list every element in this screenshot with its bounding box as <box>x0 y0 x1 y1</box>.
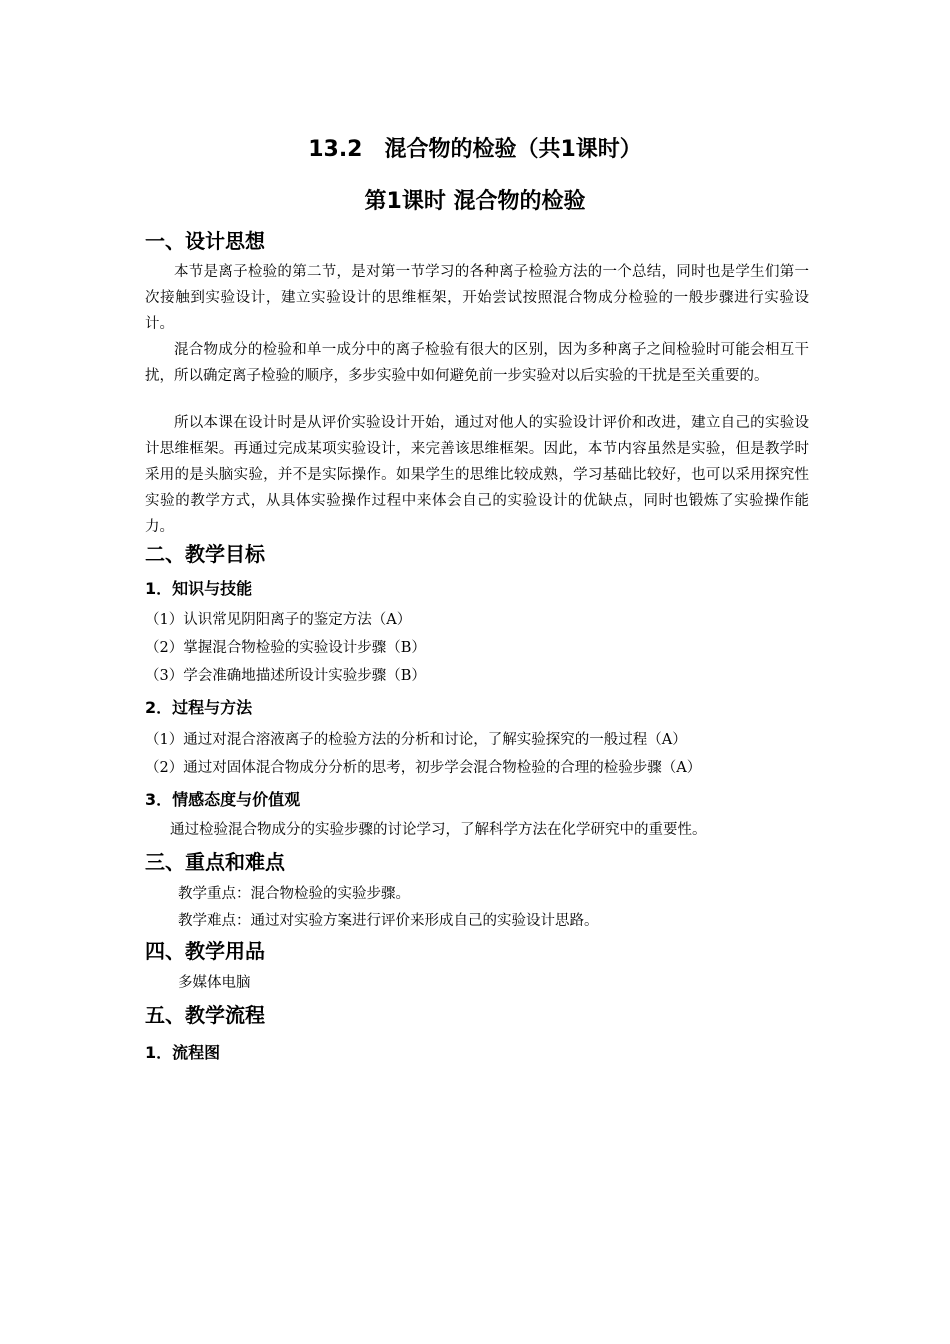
section-heading-teaching-goals: 二、教学目标 <box>145 542 265 566</box>
subheading-flowchart: 1．流程图 <box>145 1043 221 1062</box>
subheading-knowledge-skills: 1．知识与技能 <box>145 579 253 598</box>
section-heading-key-difficult-points: 三、重点和难点 <box>145 850 285 874</box>
section-heading-design-idea: 一、设计思想 <box>145 229 265 253</box>
subheading-process-methods: 2．过程与方法 <box>145 698 253 717</box>
section-heading-teaching-process: 五、教学流程 <box>145 1003 265 1027</box>
document-title: 13.2 混合物的检验（共1课时） <box>308 137 642 162</box>
goal-item: （2）掌握混合物检验的实验设计步骤（B） <box>145 640 426 656</box>
goal-item: （1）认识常见阴阳离子的鉴定方法（A） <box>145 612 412 628</box>
goal-item: （2）通过对固体混合物成分分析的思考，初步学会混合物检验的合理的检验步骤（A） <box>145 760 702 776</box>
difficult-point-text: 教学难点：通过对实验方案进行评价来形成自己的实验设计思路。 <box>178 913 599 929</box>
goal-item: （1）通过对混合溶液离子的检验方法的分析和讨论，了解实验探究的一般过程（A） <box>145 732 687 748</box>
lesson-subtitle: 第1课时 混合物的检验 <box>364 189 586 214</box>
design-idea-paragraph-3: 所以本课在设计时是从评价实验设计开始，通过对他人的实验设计评价和改进，建立自己的实验设计思维框架。再通过完成某项实验设计，来完善该思维框架。因此，本节内容虽然是实验，但是教学时采用的是头脑实验，并不是实际操作。如果学生的思维比较成熟，学习基础比较好，也可以采用探究性实验的教学方式，从具体实验操作过程中来体会自己的实验设计的优缺点，同时也锻炼了实验操作能力。 <box>145 415 809 535</box>
subheading-attitudes-values: 3．情感态度与价值观 <box>145 790 301 809</box>
design-idea-paragraph-2: 混合物成分的检验和单一成分中的离子检验有很大的区别，因为多种离子之间检验时可能会相互干扰，所以确定离子检验的顺序，多步实验中如何避免前一步实验对以后实验的干扰是至关重要的。 <box>145 342 809 384</box>
key-point-text: 教学重点：混合物检验的实验步骤。 <box>178 886 410 902</box>
design-idea-paragraph-1: 本节是离子检验的第二节，是对第一节学习的各种离子检验方法的一个总结，同时也是学生们第一次接触到实验设计，建立实验设计的思维框架，开始尝试按照混合物成分检验的一般步骤进行实验设计。 <box>145 264 809 332</box>
attitude-goal-text: 通过检验混合物成分的实验步骤的讨论学习，了解科学方法在化学研究中的重要性。 <box>170 822 707 838</box>
section-heading-teaching-materials: 四、教学用品 <box>145 939 265 963</box>
teaching-materials-text: 多媒体电脑 <box>178 975 251 991</box>
goal-item: （3）学会准确地描述所设计实验步骤（B） <box>145 668 426 684</box>
